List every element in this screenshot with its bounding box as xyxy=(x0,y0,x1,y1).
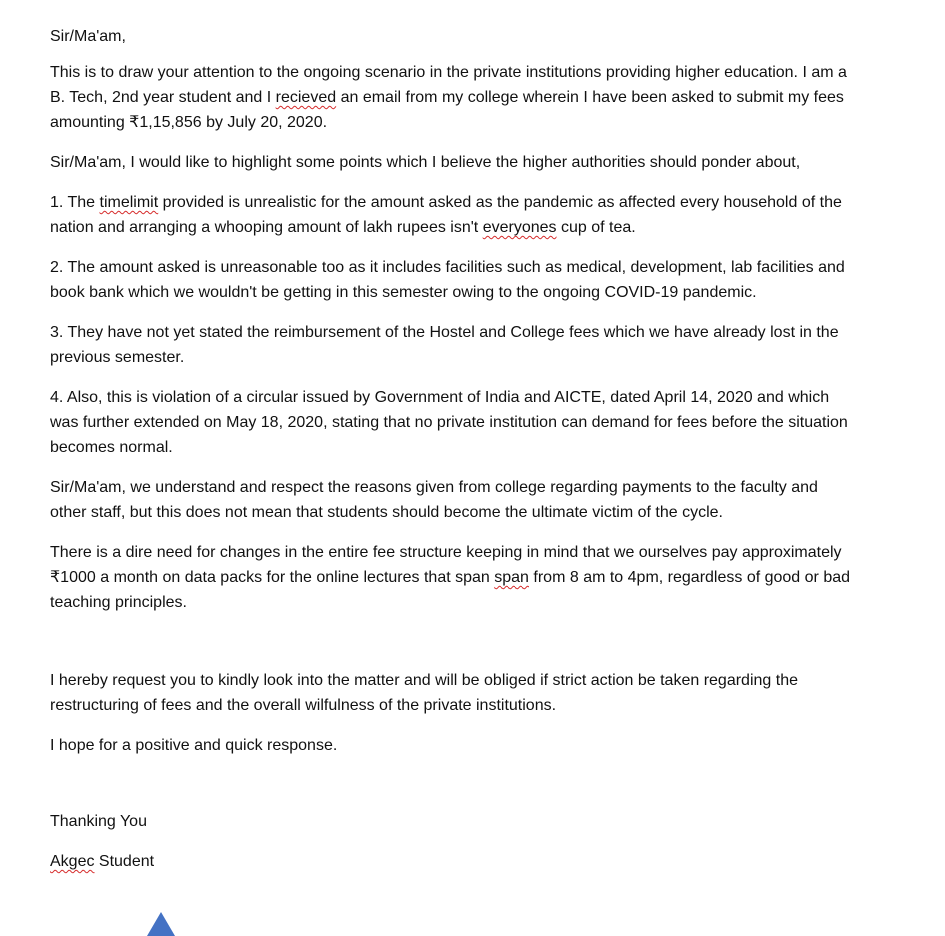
signature-text: Student xyxy=(94,853,155,870)
point-1 xyxy=(50,190,850,240)
blank-line xyxy=(50,630,910,668)
point-1-text-2: provided is unrealistic for the amount asked as the pandemic as affected every household of the nation and arranging a whooping amount of lakh rupees isn't xyxy=(50,194,842,236)
understanding-paragraph: Sir/Ma'am, we understand and respect the reasons given from college regarding payments to the faculty and other staff, but this does not mean that students should become the ultimate victim of the cycle. xyxy=(50,479,818,521)
points-intro-paragraph: Sir/Ma'am, I would like to highlight some points which I believe the higher authorities should ponder about, xyxy=(50,154,801,171)
fee-text-2: from 8 am to 4pm, regardless of good or bad teaching principles. xyxy=(50,569,851,611)
intro-paragraph xyxy=(50,60,850,135)
insertion-caret-icon[interactable] xyxy=(147,912,175,936)
closing-line: Thanking You xyxy=(50,813,147,830)
request-paragraph: I hereby request you to kindly look into the matter and will be obliged if strict action be taken regarding the restructuring of fees and the overall wilfulness of the private institutions. xyxy=(50,672,798,714)
fee-text-1: There is a dire need for changes in the entire fee structure keeping in mind that we ourselves pay approximately ₹1000 a month on data packs for the online lectures that span xyxy=(50,544,842,586)
misspelled-word[interactable]: recieved xyxy=(275,89,337,106)
fee-structure-paragraph xyxy=(50,540,850,615)
point-1-text-3: cup of tea. xyxy=(556,219,636,236)
point-1-text-1: 1. The xyxy=(50,194,100,211)
misspelled-word[interactable]: everyones xyxy=(482,219,557,236)
point-2: 2. The amount asked is unreasonable too as it includes facilities such as medical, development, lab facilities and book bank which we wouldn't be getting in this semester owing to the ongoing COVID-19 pandemic. xyxy=(50,259,845,301)
point-3: 3. They have not yet stated the reimbursement of the Hostel and College fees which we have already lost in the previous semester. xyxy=(50,324,839,366)
letter-document xyxy=(50,24,910,882)
intro-text-1: This is to draw your attention to the ongoing scenario in the private institutions providing higher education. I am a B. Tech, 2nd year student and I xyxy=(50,64,847,106)
intro-text-2: an email from my college wherein I have been asked to submit my fees amounting ₹1,15,856 by July 20, 2020. xyxy=(50,89,844,131)
point-4: 4. Also, this is violation of a circular issued by Government of India and AICTE, dated April 14, 2020 and which was further extended on May 18, 2020, stating that no private institution can demand for fees before the situation becomes normal. xyxy=(50,389,848,456)
hope-paragraph: I hope for a positive and quick response. xyxy=(50,737,338,754)
misspelled-word[interactable]: Akgec xyxy=(50,853,95,870)
misspelled-word[interactable]: timelimit xyxy=(99,194,159,211)
signature xyxy=(50,849,850,874)
blank-line xyxy=(50,773,910,809)
misspelled-word[interactable]: span xyxy=(494,569,529,586)
greeting: Sir/Ma'am, xyxy=(50,28,126,45)
